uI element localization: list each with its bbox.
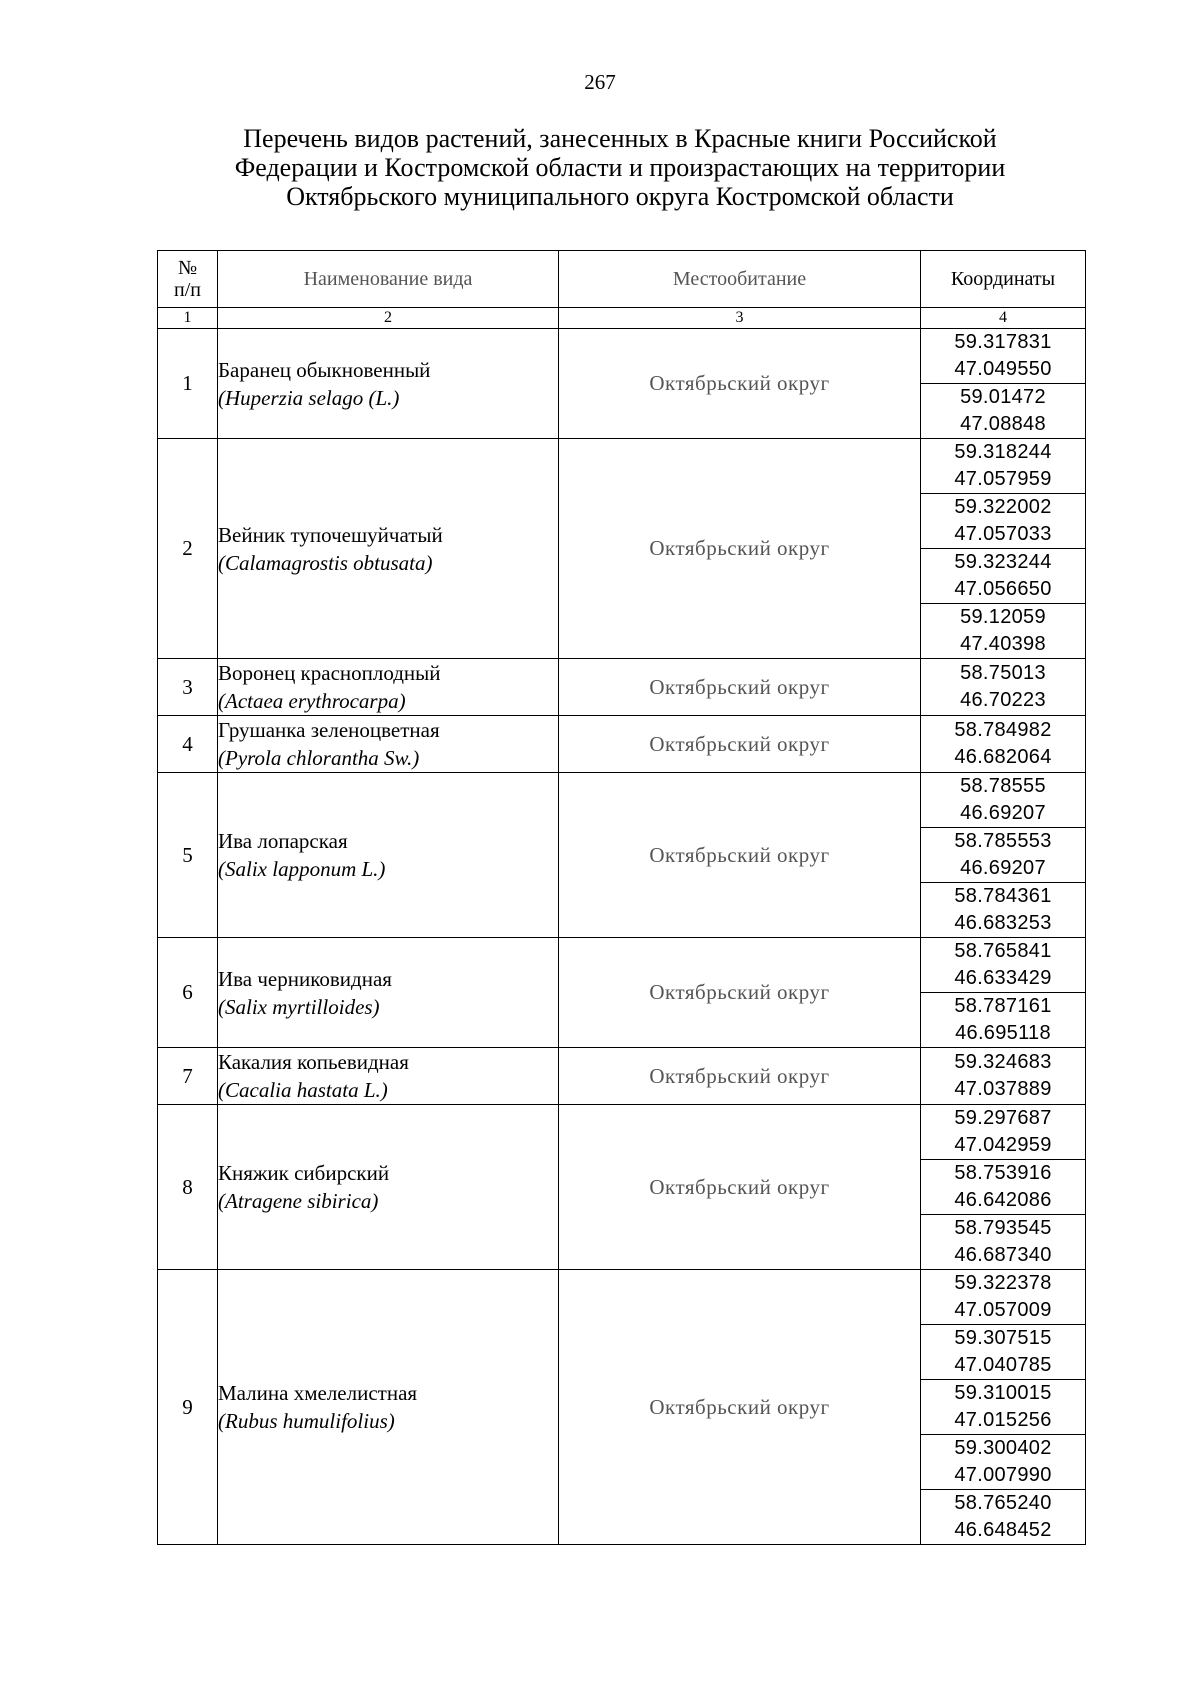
- coordinates: [921, 1105, 1086, 1160]
- row-number: 5: [158, 773, 218, 938]
- species-latin-name: (Rubus humulifolius): [218, 1409, 395, 1433]
- title-line: Федерации и Костромской области и произрастающих на территории: [234, 153, 1006, 182]
- habitat: Октябрьский округ: [559, 1048, 921, 1105]
- habitat: Октябрьский округ: [559, 329, 921, 439]
- title-line: Октябрьского муниципального округа Костромской области: [286, 182, 954, 211]
- habitat: Октябрьский округ: [559, 439, 921, 659]
- header-row: [158, 251, 1086, 308]
- latitude: 59.324683: [954, 1051, 1052, 1073]
- coordinates: [921, 604, 1086, 659]
- habitat: Октябрьский округ: [559, 716, 921, 773]
- longitude: 47.08848: [960, 413, 1046, 435]
- latitude: 58.785553: [954, 830, 1052, 852]
- coordinates: [921, 384, 1086, 439]
- coordinates: [921, 1270, 1086, 1325]
- table-row: [158, 1105, 1086, 1160]
- latitude: 59.317831: [954, 331, 1052, 353]
- latitude: 58.75013: [960, 662, 1046, 684]
- longitude: 47.057033: [954, 523, 1052, 545]
- species-name: Ива черниковидная: [218, 966, 392, 991]
- species-latin-name: (Huperzia selago (L.): [218, 385, 400, 410]
- column-number: 3: [559, 308, 921, 329]
- species-name: Баранец обыкновенный: [218, 357, 431, 382]
- latitude: 59.310015: [954, 1382, 1052, 1404]
- header-name: Наименование вида: [218, 251, 559, 308]
- species-latin-name: (Calamagrostis obtusata): [218, 550, 433, 575]
- table-row: [158, 716, 1086, 773]
- coordinates: [921, 716, 1086, 773]
- species-name-cell: [218, 659, 559, 716]
- table-row: [158, 439, 1086, 494]
- coordinates: [921, 1215, 1086, 1270]
- coordinates: [921, 938, 1086, 993]
- latitude: 58.765240: [954, 1492, 1052, 1514]
- table-row: [158, 938, 1086, 993]
- species-latin-name: (Pyrola chlorantha Sw.): [218, 746, 420, 770]
- row-number: 4: [158, 716, 218, 773]
- latitude: 59.322002: [954, 496, 1052, 518]
- longitude: 46.648452: [954, 1519, 1052, 1541]
- species-name-cell: [218, 773, 559, 938]
- species-table: [157, 250, 1086, 1545]
- coordinates: [921, 883, 1086, 938]
- species-name: Какалия копьевидная: [218, 1050, 409, 1074]
- species-name-cell: [218, 938, 559, 1048]
- latitude: 59.322378: [954, 1272, 1052, 1294]
- row-number: 3: [158, 659, 218, 716]
- species-latin-name: (Atragene sibirica): [218, 1189, 379, 1213]
- longitude: 46.69207: [960, 802, 1046, 824]
- habitat: Октябрьский округ: [559, 659, 921, 716]
- species-latin-name: (Actaea erythrocarpa): [218, 689, 406, 713]
- coordinates: [921, 1160, 1086, 1215]
- header-coords: Координаты: [921, 251, 1086, 308]
- species-name: Воронец красноплодный: [218, 661, 441, 685]
- latitude: 59.297687: [954, 1107, 1052, 1129]
- latitude: 59.318244: [954, 441, 1052, 463]
- latitude: 58.753916: [954, 1162, 1052, 1184]
- row-number: 7: [158, 1048, 218, 1105]
- longitude: 46.70223: [960, 689, 1046, 711]
- habitat: Октябрьский округ: [559, 773, 921, 938]
- coordinates: [921, 828, 1086, 883]
- coordinates: [921, 1435, 1086, 1490]
- species-name: Вейник тупочешуйчатый: [218, 522, 443, 547]
- coordinates: [921, 549, 1086, 604]
- coordinates: [921, 659, 1086, 716]
- coordinates: [921, 1380, 1086, 1435]
- longitude: 47.015256: [954, 1409, 1052, 1431]
- table-row: [158, 659, 1086, 716]
- species-name: Ива лопарская: [218, 829, 348, 853]
- latitude: 58.78555: [960, 775, 1046, 797]
- species-name: Малина хмелелистная: [218, 1381, 418, 1405]
- coordinates: [921, 494, 1086, 549]
- latitude: 58.784982: [954, 719, 1052, 741]
- coordinates: [921, 1490, 1086, 1545]
- latitude: 58.787161: [954, 995, 1052, 1017]
- longitude: 47.037889: [954, 1078, 1052, 1100]
- table-row: [158, 1048, 1086, 1105]
- species-name-cell: [218, 1270, 559, 1545]
- species-latin-name: (Salix lapponum L.): [218, 857, 386, 881]
- header-habitat: Местообитание: [559, 251, 921, 308]
- species-name-cell: [218, 1105, 559, 1270]
- latitude: 59.307515: [954, 1327, 1052, 1349]
- row-number: 6: [158, 938, 218, 1048]
- longitude: 47.007990: [954, 1464, 1052, 1486]
- longitude: 46.695118: [955, 1022, 1051, 1044]
- latitude: 59.01472: [960, 386, 1046, 408]
- species-latin-name: (Salix myrtilloides): [218, 994, 380, 1019]
- row-number: 2: [158, 439, 218, 659]
- species-latin-name: (Cacalia hastata L.): [218, 1078, 388, 1102]
- column-number: 2: [218, 308, 559, 329]
- longitude: 46.69207: [960, 857, 1046, 879]
- longitude: 46.633429: [954, 967, 1052, 989]
- habitat: Октябрьский округ: [559, 1105, 921, 1270]
- latitude: 58.793545: [954, 1217, 1052, 1239]
- species-name: Грушанка зеленоцветная: [218, 718, 440, 742]
- longitude: 47.049550: [954, 358, 1052, 380]
- table-row: [158, 1270, 1086, 1325]
- longitude: 47.057959: [954, 468, 1052, 490]
- coordinates: [921, 993, 1086, 1048]
- longitude: 46.642086: [954, 1189, 1052, 1211]
- species-name-cell: [218, 439, 559, 659]
- habitat: Октябрьский округ: [559, 1270, 921, 1545]
- latitude: 59.12059: [960, 606, 1046, 628]
- coordinates: [921, 773, 1086, 828]
- longitude: 46.683253: [954, 912, 1052, 934]
- table-row: [158, 329, 1086, 384]
- column-number-row: [158, 308, 1086, 329]
- coordinates: [921, 329, 1086, 384]
- habitat: Октябрьский округ: [559, 938, 921, 1048]
- species-name: Княжик сибирский: [218, 1161, 390, 1185]
- row-number: 1: [158, 329, 218, 439]
- header-num: № п/п: [158, 251, 218, 308]
- coordinates: [921, 439, 1086, 494]
- longitude: 47.040785: [954, 1354, 1052, 1376]
- longitude: 47.042959: [954, 1134, 1052, 1156]
- species-name-cell: [218, 329, 559, 439]
- row-number: 8: [158, 1105, 218, 1270]
- longitude: 47.057009: [954, 1299, 1052, 1321]
- longitude: 46.682064: [954, 746, 1052, 768]
- species-body: [158, 329, 1086, 1545]
- column-number: 4: [921, 308, 1086, 329]
- species-name-cell: [218, 716, 559, 773]
- coordinates: [921, 1325, 1086, 1380]
- page-number: 267: [584, 70, 616, 94]
- latitude: 58.784361: [954, 885, 1052, 907]
- table-row: [158, 773, 1086, 828]
- longitude: 46.687340: [954, 1244, 1052, 1266]
- document-title: [140, 124, 1100, 211]
- longitude: 47.056650: [954, 578, 1052, 600]
- latitude: 59.300402: [954, 1437, 1052, 1459]
- longitude: 47.40398: [960, 633, 1046, 655]
- latitude: 59.323244: [954, 551, 1052, 573]
- latitude: 58.765841: [954, 940, 1052, 962]
- row-number: 9: [158, 1270, 218, 1545]
- title-line: Перечень видов растений, занесенных в Красные книги Российской: [243, 124, 997, 153]
- coordinates: [921, 1048, 1086, 1105]
- column-number: 1: [158, 308, 218, 329]
- species-name-cell: [218, 1048, 559, 1105]
